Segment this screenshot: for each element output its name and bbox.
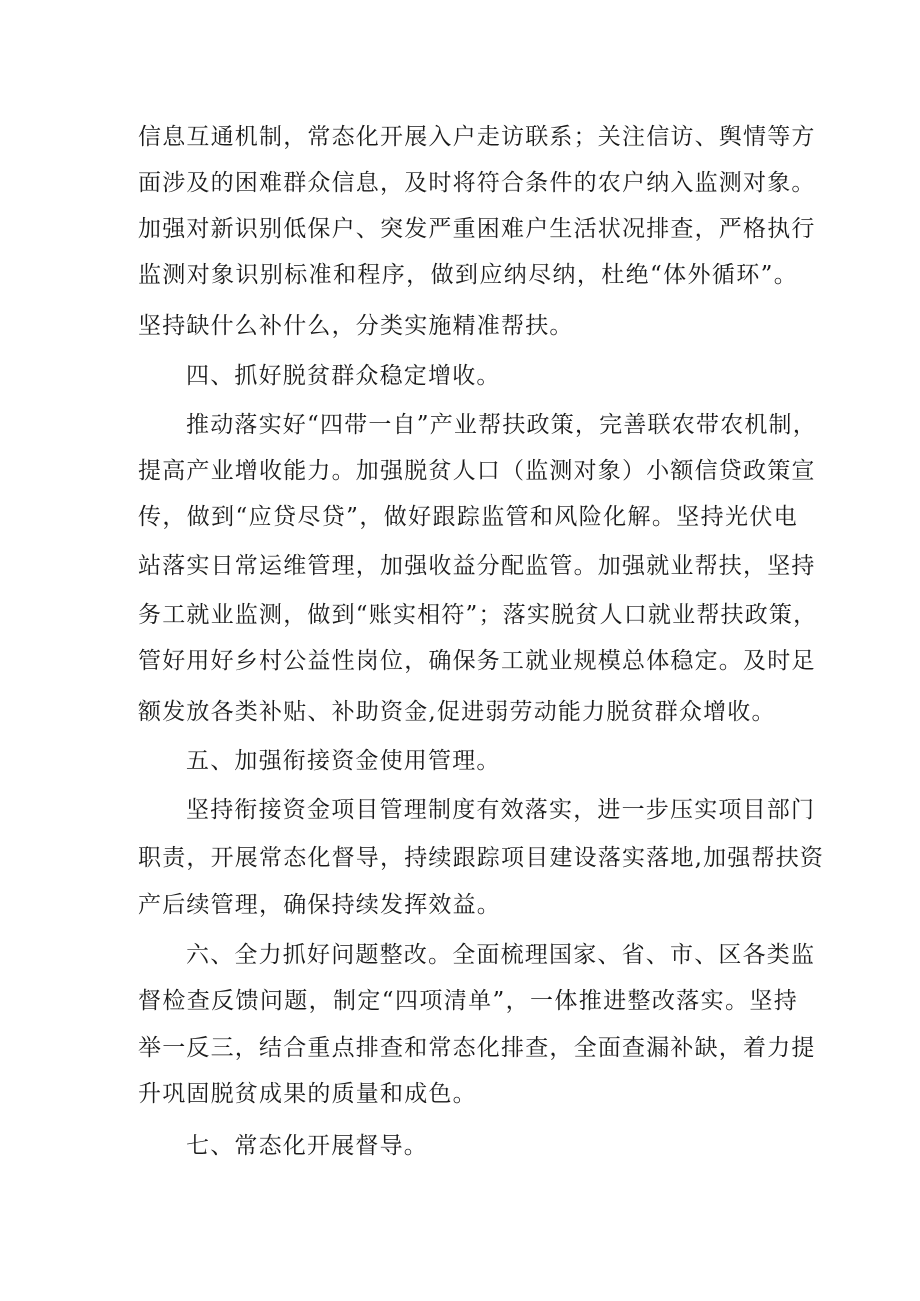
section-heading-5: 五、加强衔接资金使用管理。 [186,748,501,774]
section-heading-6: 六、全力抓好问题整改。全面梳理国家、省、市、区各类监 [186,942,816,968]
text-line: 面涉及的困难群众信息，及时将符合条件的农户纳入监测对象。 [138,170,816,196]
text-line: 坚持衔接资金项目管理制度有效落实，进一步压实项目部门 [186,797,816,823]
text-line: 职责，开展常态化督导，持续跟踪项目建设落实落地,加强帮扶资 [138,845,825,871]
text-line: 务工就业监测，做到“账实相符”；落实脱贫人口就业帮扶政策， [138,602,818,628]
text-line: 推动落实好“四带一自”产业帮扶政策，完善联农带农机制， [186,412,817,438]
text-line: 站落实日常运维管理，加强收益分配监管。加强就业帮扶，坚持 [138,553,816,579]
text-line: 加强对新识别低保户、突发严重困难户生活状况排查，严格执行 [138,216,816,242]
text-line: 管好用好乡村公益性岗位，确保务工就业规模总体稳定。及时足 [138,648,816,674]
text-line: 传，做到“应贷尽贷”，做好跟踪监管和风险化解。坚持光伏电 [138,504,798,530]
text-line: 举一反三，结合重点排查和常态化排查，全面查漏补缺，着力提 [138,1035,816,1061]
text-line: 额发放各类补贴、补助资金,促进弱劳动能力脱贫群众增收。 [138,699,776,725]
text-line: 升巩固脱贫成果的质量和成色。 [138,1081,477,1107]
text-line: 坚持缺什么补什么，分类实施精准帮扶。 [138,313,574,339]
text-line: 提高产业增收能力。加强脱贫人口（监测对象）小额信贷政策宣 [138,458,816,484]
text-line: 信息互通机制，常态化开展入户走访联系；关注信访、舆情等方 [138,124,816,150]
text-line: 产后续管理，确保持续发挥效益。 [138,892,501,918]
section-heading-7: 七、常态化开展督导。 [186,1133,428,1159]
text-line: 督检查反馈问题，制定“四项清单”，一体推进整改落实。坚持 [138,988,798,1014]
section-heading-4: 四、抓好脱贫群众稳定增收。 [186,363,501,389]
text-line: 监测对象识别标准和程序，做到应纳尽纳，杜绝“体外循环”。 [138,262,798,288]
